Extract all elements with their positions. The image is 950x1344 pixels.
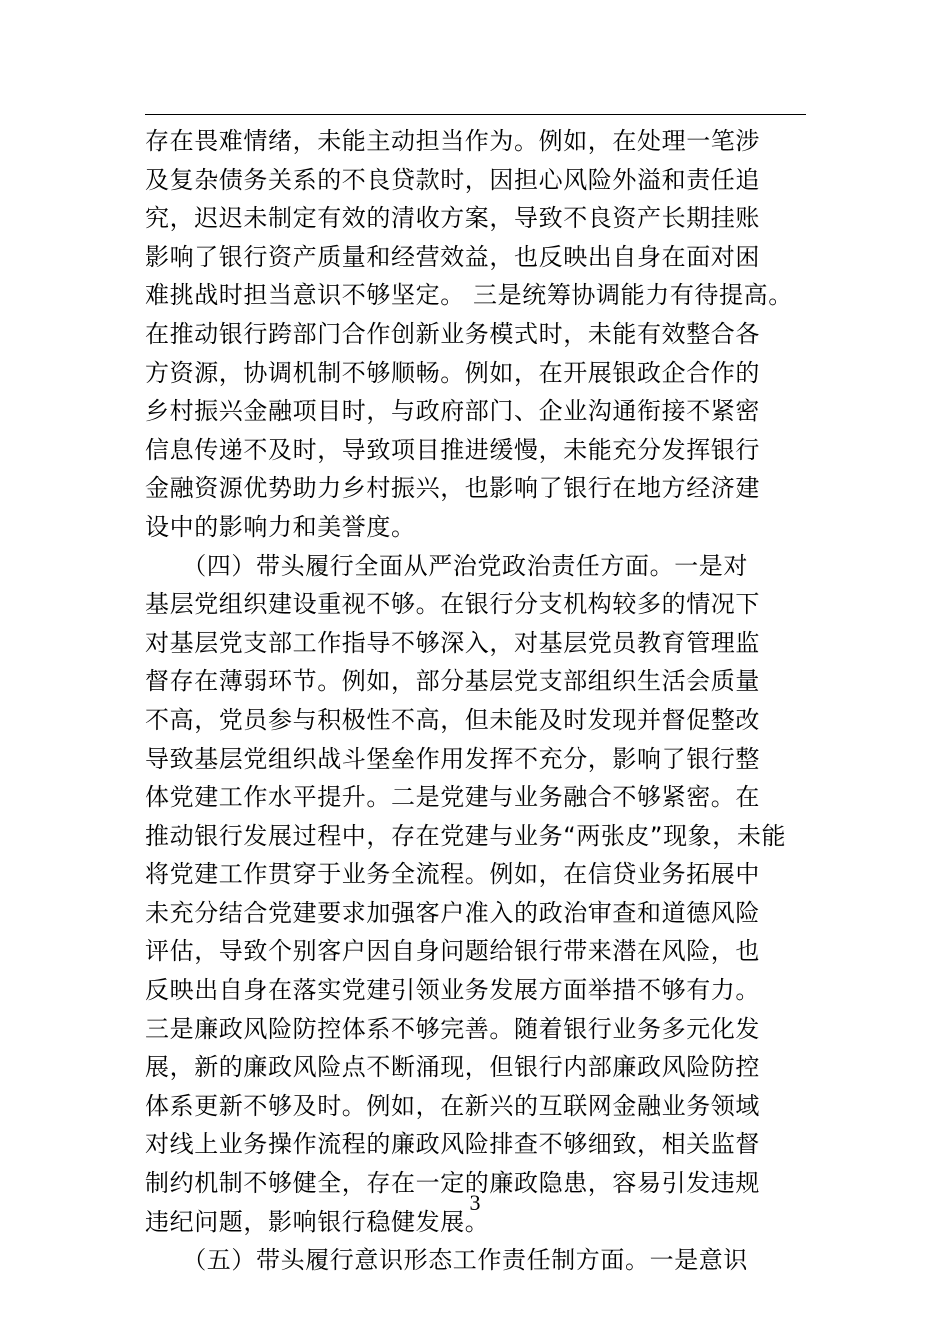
text-line: 反映出自身在落实党建引领业务发展方面举措不够有力。	[145, 976, 760, 1005]
text-line: 基层党组织建设重视不够。在银行分支机构较多的情况下	[145, 590, 760, 619]
text-line: 设中的影响力和美誉度。	[145, 512, 416, 541]
text-line: 导致基层党组织战斗堡垒作用发挥不充分，影响了银行整	[145, 744, 760, 773]
text-line: 督存在薄弱环节。例如，部分基层党支部组织生活会质量	[145, 667, 760, 696]
text-line: 存在畏难情绪，未能主动担当作为。例如，在处理一笔涉	[145, 127, 760, 155]
text-line: 将党建工作贯穿于业务全流程。例如，在信贷业务拓展中	[145, 860, 760, 889]
text-line: 难挑战时担当意识不够坚定。 三是统筹协调能力有待提高。	[145, 281, 793, 310]
text-line: 体党建工作水平提升。二是党建与业务融合不够紧密。在	[145, 783, 760, 812]
text-line: 展，新的廉政风险点不断涌现，但银行内部廉政风险防控	[145, 1053, 760, 1082]
text-line: 未充分结合党建要求加强客户准入的政治审查和道德风险	[145, 898, 760, 927]
text-line: 影响了银行资产质量和经营效益，也反映出自身在面对困	[145, 242, 760, 271]
text-line: 究，迟迟未制定有效的清收方案，导致不良资产长期挂账	[145, 204, 760, 233]
text-line: 推动银行发展过程中，存在党建与业务“两张皮”现象，未能	[145, 821, 787, 850]
text-line: 体系更新不够及时。例如，在新兴的互联网金融业务领域	[145, 1091, 760, 1120]
text-line: 不高，党员参与积极性不高，但未能及时发现并督促整改	[145, 705, 760, 734]
text-line: 及复杂债务关系的不良贷款时，因担心风险外溢和责任追	[145, 165, 760, 194]
text-line: 信息传递不及时，导致项目推进缓慢，未能充分发挥银行	[145, 435, 760, 464]
text-line: 对基层党支部工作指导不够深入，对基层党员教育管理监	[145, 628, 760, 657]
text-line: 乡村振兴金融项目时，与政府部门、企业沟通衔接不紧密	[145, 397, 760, 426]
text-line: 对线上业务操作流程的廉政风险排查不够细致，相关监督	[145, 1130, 760, 1159]
section-heading-line: （四）带头履行全面从严治党政治责任方面。一是对	[145, 551, 748, 580]
page-number: 3	[469, 1190, 481, 1215]
text-line: 三是廉政风险防控体系不够完善。随着银行业务多元化发	[145, 1014, 760, 1043]
text-line: 方资源，协调机制不够顺畅。例如，在开展银政企合作的	[145, 358, 760, 387]
text-line: 评估，导致个别客户因自身问题给银行带来潜在风险，也	[145, 937, 760, 966]
section-heading-line: （五）带头履行意识形态工作责任制方面。一是意识	[145, 1246, 748, 1275]
text-line: 在推动银行跨部门合作创新业务模式时，未能有效整合各	[145, 319, 760, 348]
text-line: 制约机制不够健全，存在一定的廉政隐患，容易引发违规	[145, 1169, 760, 1198]
header-rule	[145, 114, 806, 115]
text-line: 金融资源优势助力乡村振兴，也影响了银行在地方经济建	[145, 474, 760, 503]
document-body	[145, 122, 810, 1280]
text-line: 违纪问题，影响银行稳健发展。	[145, 1207, 490, 1236]
